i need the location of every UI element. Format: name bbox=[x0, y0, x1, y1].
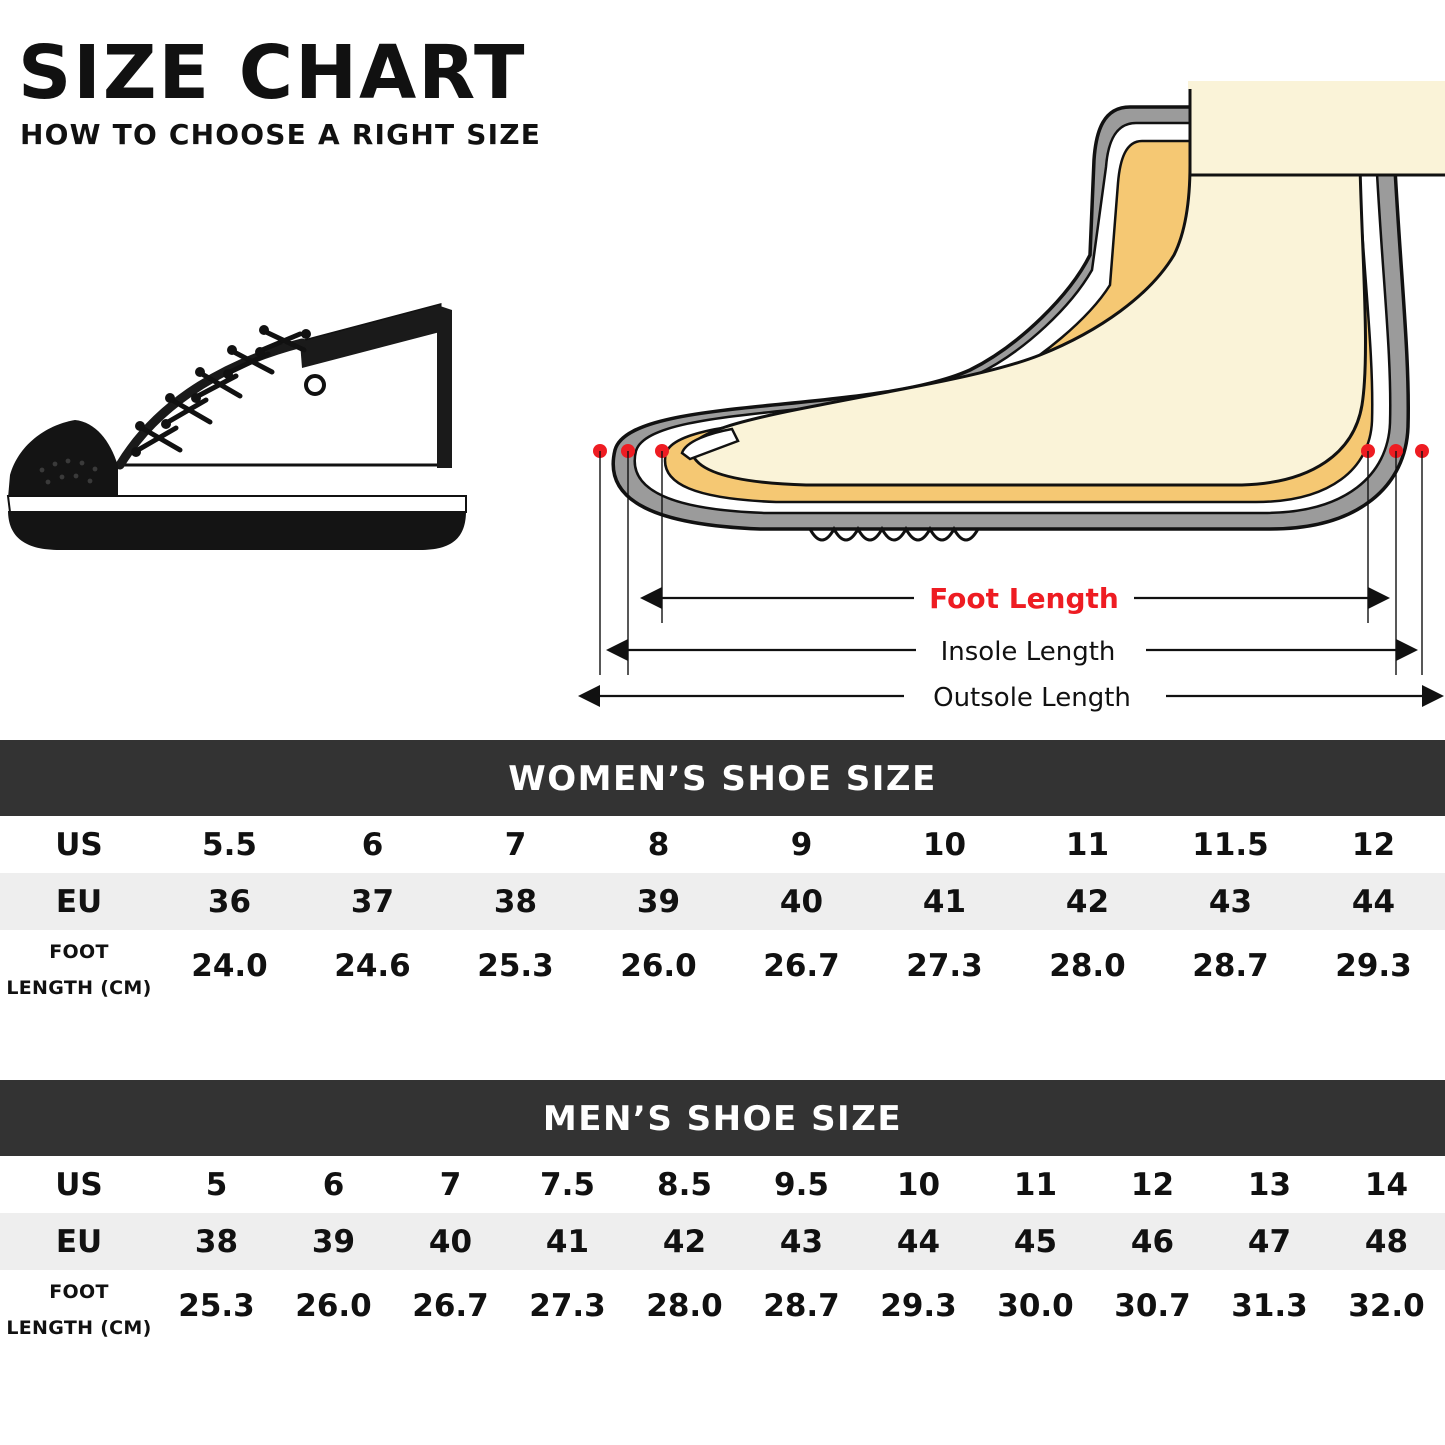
cell-value: 26.7 bbox=[730, 930, 873, 1002]
cell-value: 45 bbox=[977, 1213, 1094, 1270]
cell-value: 28.0 bbox=[626, 1270, 743, 1342]
cell-value: 41 bbox=[509, 1213, 626, 1270]
table-row bbox=[0, 930, 1445, 1002]
row-label-text: EU bbox=[55, 1223, 103, 1260]
cell-value: 5 bbox=[158, 1156, 275, 1213]
row-label-line2: LENGTH (CM) bbox=[6, 1317, 152, 1339]
cell-value: 43 bbox=[743, 1213, 860, 1270]
cell-value: 40 bbox=[392, 1213, 509, 1270]
mens-table-title: MEN’S SHOE SIZE bbox=[0, 1080, 1445, 1156]
cell-value: 44 bbox=[1302, 873, 1445, 930]
row-label-eu bbox=[0, 873, 158, 930]
cell-value: 30.7 bbox=[1094, 1270, 1211, 1342]
row-label-text: US bbox=[55, 1166, 103, 1203]
table-row bbox=[0, 1213, 1445, 1270]
cell-value: 41 bbox=[873, 873, 1016, 930]
cell-value: 12 bbox=[1302, 816, 1445, 873]
cell-value: 42 bbox=[626, 1213, 743, 1270]
cell-value: 26.0 bbox=[275, 1270, 392, 1342]
cell-value: 28.0 bbox=[1016, 930, 1159, 1002]
page-header bbox=[0, 30, 620, 152]
cell-value: 29.3 bbox=[860, 1270, 977, 1342]
cell-value: 7 bbox=[444, 816, 587, 873]
row-label-line1: FOOT bbox=[49, 1281, 109, 1303]
cell-value: 39 bbox=[275, 1213, 392, 1270]
cell-value: 29.3 bbox=[1302, 930, 1445, 1002]
row-label-us bbox=[0, 1156, 158, 1213]
cell-value: 47 bbox=[1211, 1213, 1328, 1270]
table-row bbox=[0, 1270, 1445, 1342]
cell-value: 43 bbox=[1159, 873, 1302, 930]
outsole-length-label: Outsole Length bbox=[933, 683, 1131, 713]
cell-value: 6 bbox=[301, 816, 444, 873]
cell-value: 40 bbox=[730, 873, 873, 930]
cell-value: 9 bbox=[730, 816, 873, 873]
row-label-eu bbox=[0, 1213, 158, 1270]
cell-value: 10 bbox=[860, 1156, 977, 1213]
foot-measurement-diagram bbox=[570, 55, 1445, 713]
cell-value: 26.0 bbox=[587, 930, 730, 1002]
cell-value: 12 bbox=[1094, 1156, 1211, 1213]
row-label-us bbox=[0, 816, 158, 873]
cell-value: 39 bbox=[587, 873, 730, 930]
table-row bbox=[0, 873, 1445, 930]
cell-value: 24.6 bbox=[301, 930, 444, 1002]
womens-size-table bbox=[0, 740, 1445, 1002]
row-label-line1: FOOT bbox=[49, 941, 109, 963]
cell-value: 6 bbox=[275, 1156, 392, 1213]
page-title: SIZE CHART bbox=[18, 30, 527, 116]
cell-value: 38 bbox=[158, 1213, 275, 1270]
cell-value: 7.5 bbox=[509, 1156, 626, 1213]
cell-value: 13 bbox=[1211, 1156, 1328, 1213]
page-subtitle: HOW TO CHOOSE A RIGHT SIZE bbox=[20, 118, 542, 152]
cell-value: 28.7 bbox=[743, 1270, 860, 1342]
row-label-line2: LENGTH (CM) bbox=[6, 977, 152, 999]
table-row bbox=[0, 816, 1445, 873]
cell-value: 8 bbox=[587, 816, 730, 873]
cell-value: 11.5 bbox=[1159, 816, 1302, 873]
row-label-foot-length bbox=[0, 930, 158, 1002]
cell-value: 10 bbox=[873, 816, 1016, 873]
cell-value: 24.0 bbox=[158, 930, 301, 1002]
cell-value: 36 bbox=[158, 873, 301, 930]
cell-value: 11 bbox=[977, 1156, 1094, 1213]
insole-length-label: Insole Length bbox=[940, 637, 1116, 667]
cell-value: 42 bbox=[1016, 873, 1159, 930]
cell-value: 31.3 bbox=[1211, 1270, 1328, 1342]
table-row bbox=[0, 1156, 1445, 1213]
mens-size-table bbox=[0, 1080, 1445, 1342]
cell-value: 11 bbox=[1016, 816, 1159, 873]
cell-value: 48 bbox=[1328, 1213, 1445, 1270]
cell-value: 44 bbox=[860, 1213, 977, 1270]
cell-value: 32.0 bbox=[1328, 1270, 1445, 1342]
row-label-text: EU bbox=[55, 883, 103, 920]
shoe-illustration bbox=[0, 250, 500, 560]
cell-value: 25.3 bbox=[158, 1270, 275, 1342]
cell-value: 5.5 bbox=[158, 816, 301, 873]
cell-value: 30.0 bbox=[977, 1270, 1094, 1342]
row-label-text: US bbox=[55, 826, 103, 863]
womens-table-title: WOMEN’S SHOE SIZE bbox=[0, 740, 1445, 816]
cell-value: 8.5 bbox=[626, 1156, 743, 1213]
cell-value: 37 bbox=[301, 873, 444, 930]
cell-value: 38 bbox=[444, 873, 587, 930]
cell-value: 26.7 bbox=[392, 1270, 509, 1342]
cell-value: 25.3 bbox=[444, 930, 587, 1002]
cell-value: 46 bbox=[1094, 1213, 1211, 1270]
row-label-foot-length bbox=[0, 1270, 158, 1342]
cell-value: 27.3 bbox=[873, 930, 1016, 1002]
foot-length-label: Foot Length bbox=[929, 582, 1119, 615]
cell-value: 27.3 bbox=[509, 1270, 626, 1342]
cell-value: 28.7 bbox=[1159, 930, 1302, 1002]
cell-value: 14 bbox=[1328, 1156, 1445, 1213]
cell-value: 7 bbox=[392, 1156, 509, 1213]
cell-value: 9.5 bbox=[743, 1156, 860, 1213]
